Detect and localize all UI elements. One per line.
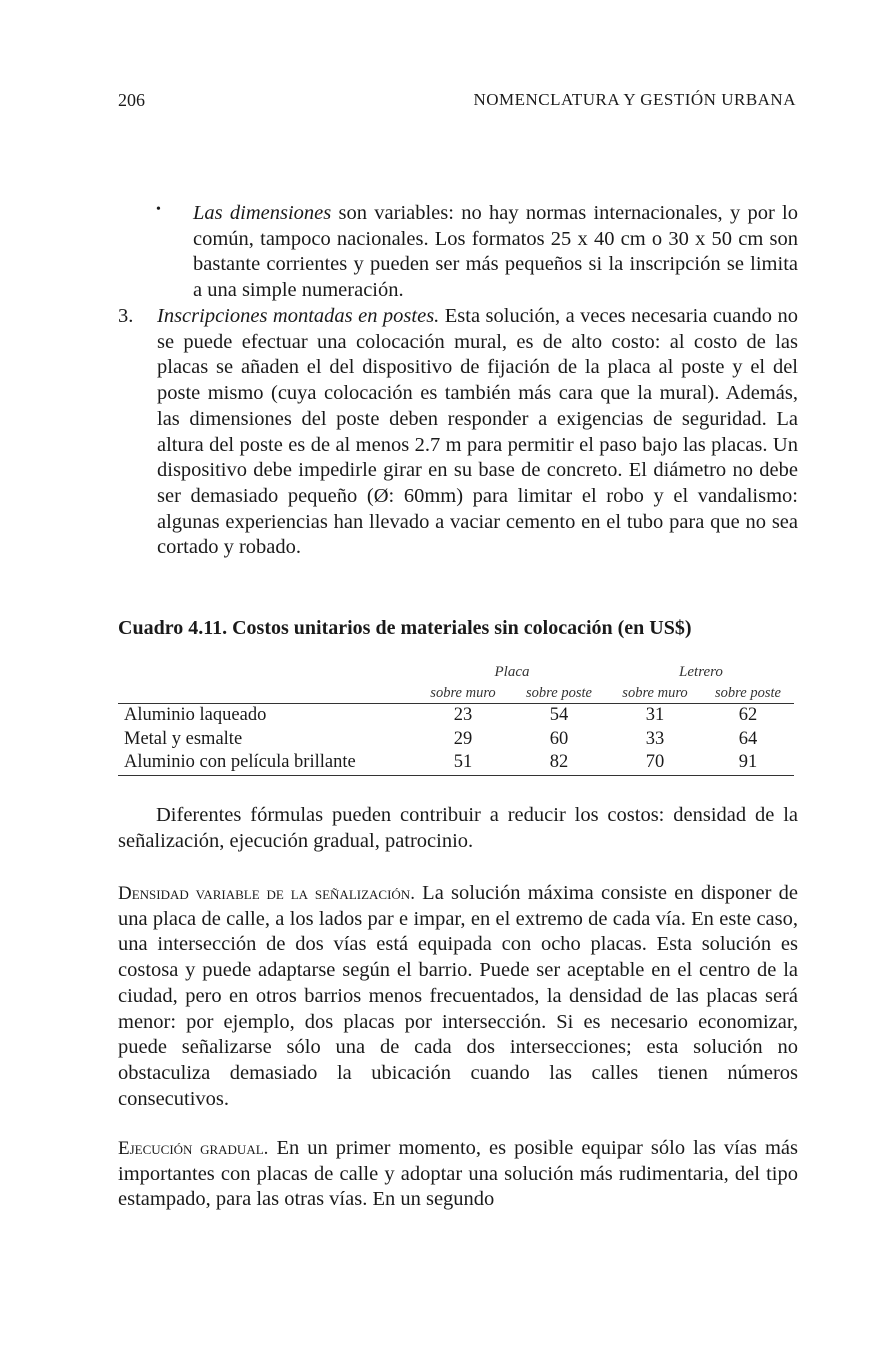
subheader-cell: sobre poste	[510, 683, 608, 704]
table-cell: 54	[549, 705, 569, 726]
bullet-text: son variables: no hay normas internacionales, y por lo común, tampoco nacionales. Los formatos 25 x 40 cm o 30 x 50 cm son bastante corrientes y pueden ser más pequeños si la inscripción se limita a una simple numeración.	[193, 202, 798, 302]
subheader-cell: sobre poste	[702, 683, 794, 704]
group-header-placa: Placa	[494, 663, 530, 680]
list-item-lead: Inscripciones montadas en postes.	[157, 305, 440, 327]
table-cell: 70	[608, 751, 702, 775]
table-cell: 64	[738, 728, 758, 749]
table-row	[118, 728, 794, 752]
section-heading-ejecucion: Ejecución gradual.	[118, 1138, 269, 1159]
table-cell: 29	[453, 728, 473, 749]
row-label: Aluminio laqueado	[124, 705, 267, 726]
cost-table	[118, 661, 794, 776]
paragraph-densidad	[118, 881, 798, 1112]
bullet-paragraph	[193, 201, 798, 304]
subheader-cell: sobre muro	[608, 683, 702, 704]
paragraph-densidad-text: La solución máxima consiste en disponer de una placa de calle, a los lados par e impar, en el extremo de cada vía. En este caso, una intersección de dos vías está equipada con ocho placas. Esta solución es costosa y puede adaptarse según el barrio. Puede ser aceptable en el centro de la ciudad, pero en otros barrios menos frecuentados, la densidad de las placas será menor: por ejemplo, dos placas por intersección. Si es necesario economizar, puede señalizarse sólo una de cada dos intersecciones; esta solución no obstaculiza demasiado la ubicación cuando las calles tienen números consecutivos.	[118, 882, 798, 1110]
paragraph-ejecucion-text: En un primer momento, es posible equipar sólo las vías más importantes con placas de calle y adoptar una solución más rudimentaria, del tipo estampado, para las otras vías. En un segundo	[118, 1137, 798, 1211]
row-label: Metal y esmalte	[124, 728, 243, 749]
list-item-paragraph	[157, 304, 798, 561]
section-heading-densidad: Densidad variable de la señalización.	[118, 883, 415, 904]
list-number: 3.	[118, 305, 134, 327]
row-label: Aluminio con película brillante	[118, 751, 416, 775]
page-number: 206	[118, 90, 145, 110]
paragraph-formulas: Diferentes fórmulas pueden contribuir a reducir los costos: densidad de la señalización, ejecución gradual, patrocinio.	[118, 804, 798, 852]
table-cell: 91	[702, 751, 794, 775]
group-header-letrero: Letrero	[679, 663, 723, 680]
table-row	[118, 704, 794, 728]
table-cell: 82	[510, 751, 608, 775]
running-header: NOMENCLATURA Y GESTIÓN URBANA	[473, 90, 796, 109]
subheader-cell: sobre muro	[416, 683, 510, 704]
table-cell: 33	[645, 728, 665, 749]
list-item-text: Esta solución, a veces necesaria cuando no se puede efectuar una colocación mural, es de alto costo: al costo de las placas se añaden el del dispositivo de fijación de la placa al poste y el del poste mismo (cuya colocación es también más cara que la mural). Además, las dimensiones del poste deben responder a exigencias de seguridad. La altura del poste es de al menos 2.7 m para permitir el paso bajo las placas. Un dispositivo debe impedirle girar en su base de concreto. El diámetro no debe ser demasiado pequeño (Ø: 60mm) para limitar el robo y el vandalismo: algunas experiencias han llevado a vaciar cemento en el tubo para que no sea cortado y robado.	[157, 305, 798, 559]
table-title: Cuadro 4.11. Costos unitarios de materiales sin colocación (en US$)	[118, 617, 692, 639]
table-cell: 31	[645, 705, 665, 726]
table-cell: 51	[416, 751, 510, 775]
paragraph-ejecucion	[118, 1136, 798, 1213]
table-subheader	[118, 683, 794, 704]
table-group-header	[118, 661, 794, 683]
table-cell: 62	[738, 705, 758, 726]
table-cell: 23	[453, 705, 473, 726]
table-row	[118, 751, 794, 775]
table-cell: 60	[549, 728, 569, 749]
bullet-icon: •	[156, 202, 161, 217]
bullet-lead: Las dimensiones	[193, 202, 332, 224]
